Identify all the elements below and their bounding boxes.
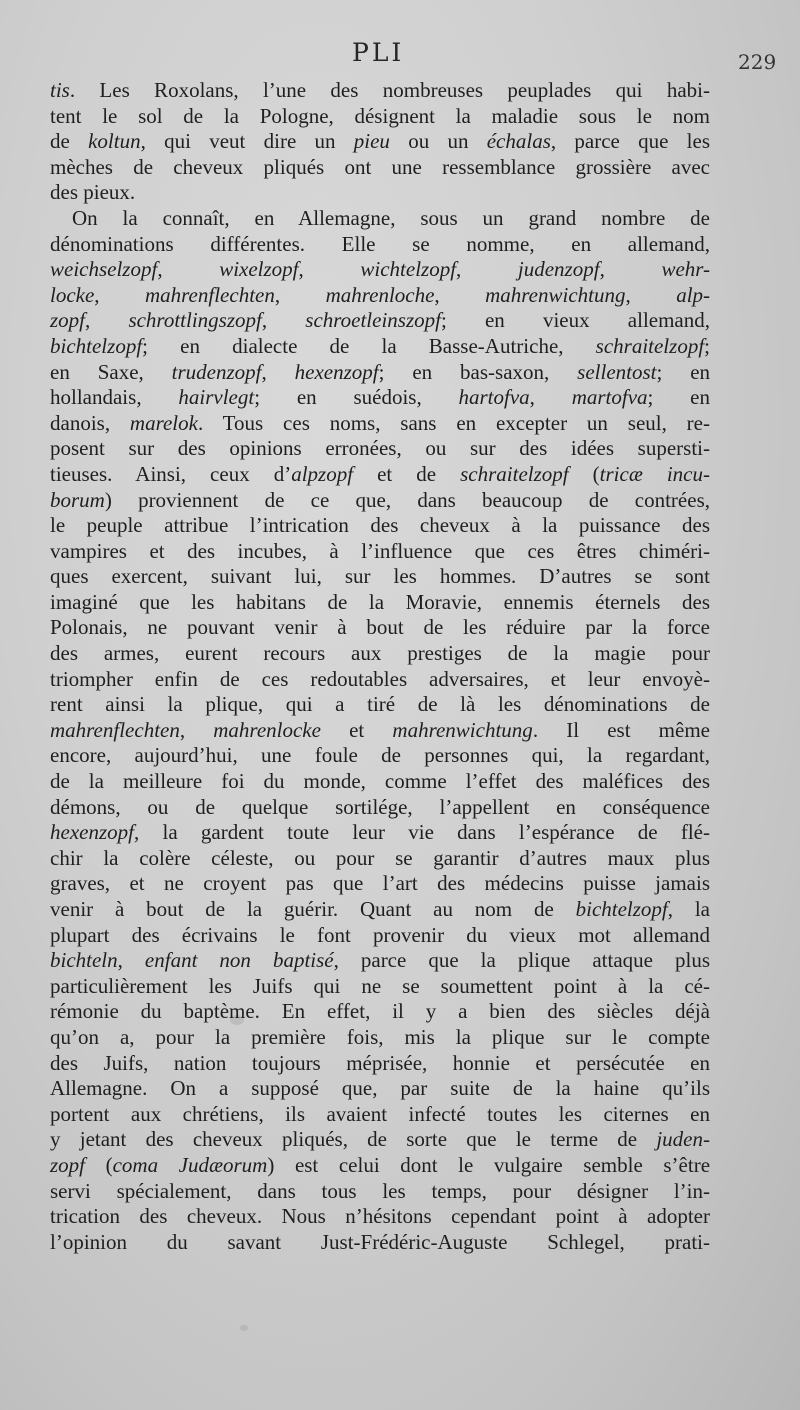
text-run: y jetant des cheveux pliqués, de sorte que le terme de [50,1127,657,1152]
text-run: On la connaît, en Allemagne, sous un grand nombre de [72,205,710,230]
italic-term: wixelzopf [219,257,299,282]
text-run: plupart des écrivains le font provenir du vieux mot allemand [50,922,710,947]
text-run: ; en [656,359,711,384]
italic-term: mahrenflechten [145,282,275,307]
text-line [50,871,710,897]
italic-term: échalas [486,129,551,154]
italic-term: judenzopf [517,257,600,282]
italic-term: wehr- [661,257,711,282]
text-line [50,129,710,155]
text-line [50,948,710,974]
italic-term: zopf [50,1152,86,1177]
text-line [50,1179,710,1205]
text-run: ; en vieux allemand, [440,308,711,333]
text-run: Polonais, ne pouvant venir à bout de les réduire par la force [50,615,710,640]
text-run: . Les Roxolans, l’une des nombreuses peuplades qui habi- [69,78,710,102]
text-run: , [157,257,220,282]
text-line [50,1153,710,1179]
italic-term: mahrenwichtung [485,282,626,307]
text-line [50,923,710,949]
text-run: ; en bas-saxon, [378,359,578,384]
text-line [50,360,710,386]
text-run: dénominations différentes. Elle se nomme, en allemand, [50,231,710,256]
italic-term: alpzopf [291,461,354,486]
italic-term: mahrenloche [325,282,435,307]
text-run: encore, aujourd’hui, une foule de personnes qui, la regardant, [50,743,710,768]
text-line [50,385,710,411]
italic-term: enfant non baptisé [144,948,334,973]
text-line [50,897,710,923]
italic-term: hexenzopf [294,359,379,384]
text-line [50,846,710,872]
italic-term: borum [50,487,105,512]
text-line [50,462,710,488]
text-line [50,743,710,769]
text-line [50,641,710,667]
text-line [50,692,710,718]
italic-term: zopf [50,308,86,333]
text-run: , la [667,897,711,921]
text-line [50,795,710,821]
italic-term: mahrenflechten [50,717,180,742]
text-line [50,667,710,693]
italic-term: alp- [676,282,711,307]
text-run: , [625,282,677,307]
text-line [50,1076,710,1102]
text-run: , [85,308,129,333]
text-run: , [434,282,486,307]
page-number: 229 [738,50,777,74]
italic-term: mahrenlocke [213,717,321,742]
text-line [50,232,710,258]
text-run: mèches de cheveux pliqués ont une ressemblance grossière avec [50,154,710,179]
text-run: ; en dialecte de la Basse-Autriche, [142,333,596,358]
italic-term: sellentost [577,359,657,384]
text-run: tent le sol de la Pologne, désignent la maladie sous le nom [50,103,710,128]
italic-term: weichselzopf [50,257,158,282]
text-run: des armes, eurent recours aux prestiges de la magie pour [50,641,710,666]
text-line [50,104,710,130]
text-run: , parce que la plique attaque plus [333,948,711,973]
text-run: de la meilleure foi du monde, comme l’effet des maléfices des [50,769,710,794]
italic-term: schraitelzopf [595,333,705,358]
text-run: le peuple attribue l’intrication des cheveux à la puissance des [50,513,710,538]
italic-term: pieu [353,129,390,154]
text-run: ; [704,333,710,358]
text-run: et de [353,461,461,486]
italic-term: marelok [129,410,198,435]
italic-term: locke [50,282,95,307]
text-line [50,769,710,795]
italic-term: martofva [571,385,648,410]
text-run: venir à bout de la guérir. Quant au nom de [50,897,576,921]
italic-term: schroetleinszopf [305,308,441,333]
text-line [50,1025,710,1051]
text-run: , [261,308,306,333]
text-run: danois, [50,410,130,435]
text-run: ou un [389,129,487,154]
text-run: ( [568,461,600,486]
text-line [50,615,710,641]
italic-term: tricæ incu- [599,461,710,486]
text-run: particulièrement les Juifs qui ne se soumettent point à la cé- [50,973,710,998]
text-run: et [320,717,393,742]
text-run: , parce que les [550,129,711,154]
text-run: . Tous ces noms, sans en excepter un seul, re- [197,410,710,435]
text-line [50,206,710,232]
text-run: rent ainsi la plique, qui a tiré de là les dénominations de [50,692,710,717]
text-run: , [456,257,518,282]
text-run: trication des cheveux. Nous n’hésitons cependant point à adopter [50,1204,710,1229]
text-line [50,155,710,181]
text-line [50,488,710,514]
italic-term: schrottlingszopf [128,308,262,333]
text-line [50,590,710,616]
text-run: . Il est même [532,717,710,742]
text-line [50,1230,710,1256]
text-run: , [529,385,572,410]
text-line [50,513,710,539]
italic-term: koltun [88,129,141,154]
text-run: portent aux chrétiens, ils avaient infecté toutes les citernes en [50,1101,710,1126]
text-run: , [179,717,214,742]
text-run: ) est celui dont le vulgaire semble s’être [267,1152,711,1177]
italic-term: tis [50,78,70,102]
text-run: , [298,257,361,282]
text-run: hollandais, [50,385,179,410]
text-run: ques exercent, suivant lui, sur les hommes. D’autres se sont [50,564,710,589]
body-text [50,78,710,1255]
text-line [50,1204,710,1230]
text-run: , [94,282,145,307]
text-line [50,539,710,565]
text-run: rémonie du baptème. En effet, il y a bien des siècles déjà [50,999,710,1024]
text-run: , [599,257,662,282]
italic-term: hartofva [458,385,530,410]
text-run: Allemagne. On a supposé que, par suite de la haine qu’ils [50,1076,710,1101]
text-line [50,718,710,744]
text-line [50,974,710,1000]
italic-term: bichteln [50,948,118,973]
text-run: qu’on a, pour la première fois, mis la plique sur le compte [50,1024,710,1049]
text-line [50,411,710,437]
italic-term: juden- [656,1127,710,1152]
italic-term: mahrenwichtung [392,717,533,742]
text-run: démons, ou de quelque sortilége, l’appellent en conséquence [50,794,710,819]
text-run: imaginé que les habitans de la Moravie, ennemis éternels des [50,589,710,614]
text-run: tieuses. Ainsi, ceux d’ [50,461,292,486]
text-line [50,1051,710,1077]
italic-term: hexenzopf [50,820,134,845]
text-run: graves, et ne croyent pas que l’art des médecins puisse jamais [50,871,710,896]
text-line [50,436,710,462]
text-line [50,180,710,206]
text-run: triompher enfin de ces redoutables adversaires, et leur envoyè- [50,666,710,691]
text-run: , [117,948,145,973]
text-run: , qui veut dire un [140,129,354,154]
text-line [50,334,710,360]
running-head [0,38,800,74]
text-run: posent sur des opinions erronées, ou sur des idées supersti- [50,436,710,461]
italic-term: wichtelzopf [360,257,457,282]
text-line [50,257,710,283]
italic-term: hairvlegt [178,385,255,410]
text-run: , [274,282,326,307]
text-run: l’opinion du savant Just-Frédéric-Auguste Schlegel, prati- [50,1229,710,1254]
text-run: de [50,129,89,154]
text-line [50,78,710,104]
text-line [50,308,710,334]
italic-term: schraitelzopf [460,461,569,486]
text-run: en Saxe, [50,359,172,384]
running-head-title: PLI [352,38,405,67]
text-run: des pieux. [50,180,136,205]
text-run: ; en [647,385,710,410]
text-run: , la gardent toute leur vie dans l’espérance de flé- [133,820,710,845]
italic-term: trudenzopf [171,359,262,384]
text-run: , [261,359,295,384]
italic-term: bichtelzopf [50,333,143,358]
text-run: ( [85,1152,113,1177]
text-run: chir la colère céleste, ou pour se garantir d’autres maux plus [50,845,710,870]
paper-blemish [240,1325,248,1331]
text-line [50,1102,710,1128]
text-line [50,820,710,846]
italic-term: coma Judæorum [112,1152,268,1177]
text-line [50,1127,710,1153]
text-run: ) proviennent de ce que, dans beaucoup de contrées, [104,487,710,512]
text-run: servi spécialement, dans tous les temps, pour désigner l’in- [50,1178,710,1203]
text-line [50,999,710,1025]
text-line [50,564,710,590]
text-run: vampires et des incubes, à l’influence que ces êtres chiméri- [50,538,710,563]
italic-term: bichtelzopf [575,897,668,921]
text-run: des Juifs, nation toujours méprisée, honnie et persécutée en [50,1050,710,1075]
text-run: ; en suédois, [254,385,459,410]
text-line [50,283,710,309]
